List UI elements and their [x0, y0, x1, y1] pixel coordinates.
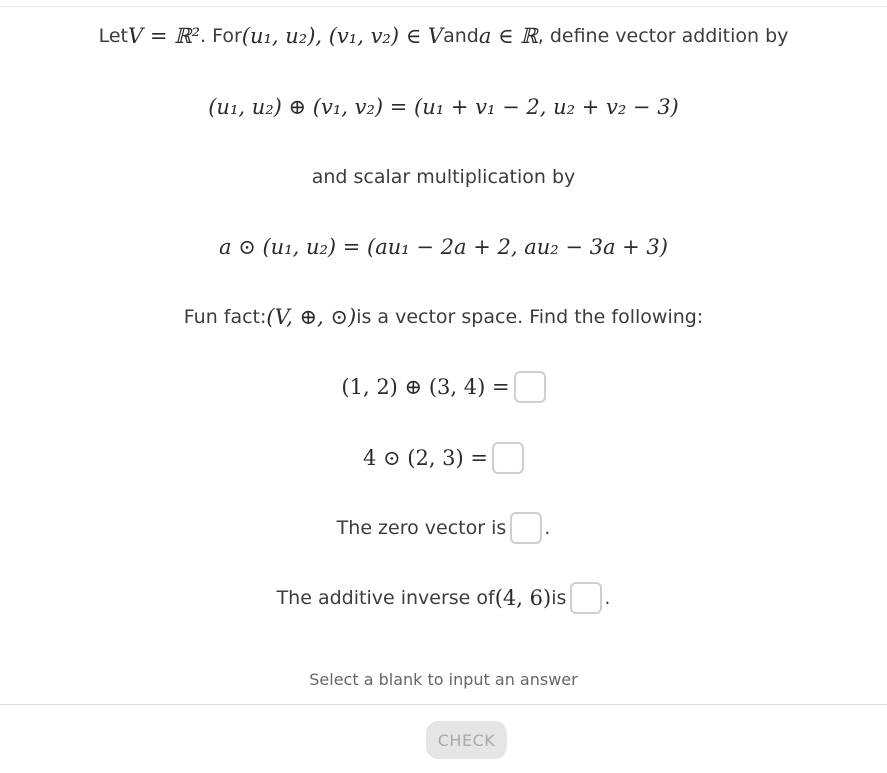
- scalar-formula: a ⊙ (u₁, u₂) = (au₁ − 2a + 2, au₂ − 3a + 3): [219, 235, 668, 259]
- answer-blank-additive-inverse[interactable]: [570, 582, 602, 614]
- question-inverse-period: .: [604, 587, 611, 609]
- question-scalar-expression: 4 ⊙ (2, 3) =: [362, 446, 489, 470]
- question-zero-vector-text: The zero vector is: [336, 517, 507, 539]
- fun-fact: [0, 300, 887, 334]
- intro-text-1: Let: [98, 25, 128, 47]
- check-button[interactable]: CHECK: [426, 721, 507, 759]
- question-addition-expression: (1, 2) ⊕ (3, 4) =: [341, 375, 510, 399]
- intro-text-2: . For: [199, 25, 242, 47]
- answer-blank-addition[interactable]: [514, 371, 546, 403]
- top-divider: [0, 6, 887, 7]
- addition-formula: (u₁, u₂) ⊕ (v₁, v₂) = (u₁ + v₁ − 2, u₂ + v₂ − 3): [208, 95, 679, 119]
- input-hint: Select a blank to input an answer: [309, 670, 578, 689]
- question-zero-vector-period: .: [544, 517, 551, 539]
- question-inverse-text-2: is: [551, 587, 567, 609]
- fun-fact-text-1: Fun fact:: [183, 306, 267, 328]
- intro-text-3: and: [443, 25, 479, 47]
- addition-definition: [0, 90, 887, 124]
- intro-math-scalar: a ∈ ℝ: [478, 24, 538, 48]
- question-scalar: [0, 440, 887, 476]
- intro-math-vectors: (u₁, u₂), (v₁, v₂) ∈ V: [241, 24, 444, 48]
- question-zero-vector: [0, 510, 887, 546]
- bottom-divider: [0, 704, 887, 705]
- question-inverse-math: (4, 6): [494, 586, 552, 610]
- question-additive-inverse: [0, 580, 887, 616]
- question-addition: [0, 369, 887, 405]
- fun-fact-text-2: is a vector space. Find the following:: [356, 306, 704, 328]
- intro-text-4: , define vector addition by: [537, 25, 789, 47]
- intro-math-space: V = ℝ²: [128, 24, 200, 48]
- fun-fact-math: (V, ⊕, ⊙): [266, 305, 357, 329]
- answer-blank-zero-vector[interactable]: [510, 512, 542, 544]
- answer-blank-scalar[interactable]: [492, 442, 524, 474]
- scalar-intro-text: and scalar multiplication by: [311, 166, 576, 188]
- scalar-definition: [0, 230, 887, 264]
- problem-intro: [0, 20, 887, 52]
- question-inverse-text-1: The additive inverse of: [276, 587, 495, 609]
- scalar-intro: [0, 162, 887, 192]
